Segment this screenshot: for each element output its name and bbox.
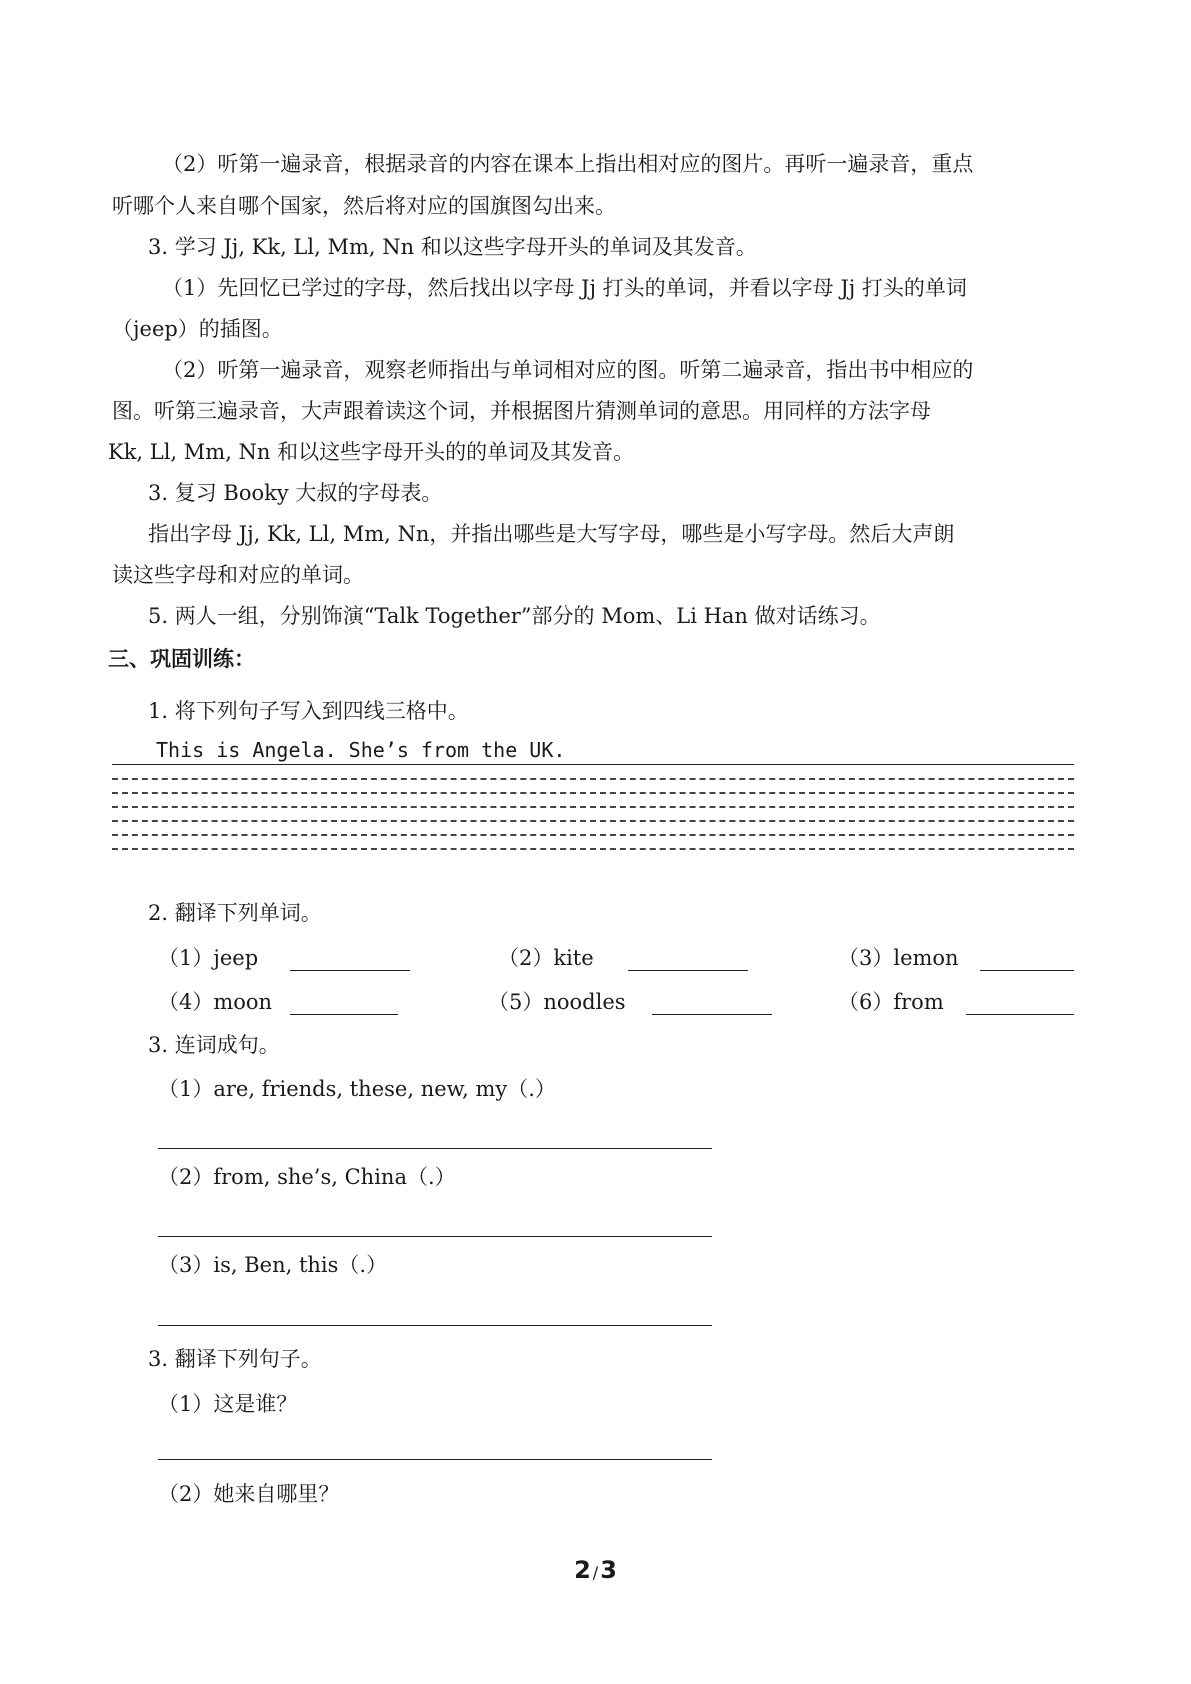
answer-blank[interactable]: [966, 1014, 1074, 1015]
vocab-item: （6）from: [838, 990, 944, 1014]
writing-line: [112, 792, 1074, 794]
writing-line: [112, 778, 1074, 780]
section-heading: 三、巩固训练：: [108, 647, 255, 671]
answer-line[interactable]: [158, 1325, 712, 1326]
answer-blank[interactable]: [628, 970, 748, 971]
paragraph-line: 3. 复习 Booky 大叔的字母表。: [148, 481, 443, 505]
vocab-item: （1）jeep: [158, 946, 259, 970]
exercise-instruction: 1. 将下列句子写入到四线三格中。: [148, 699, 469, 723]
vocab-item: （5）noodles: [488, 990, 626, 1014]
total-pages: 3: [600, 1556, 617, 1584]
paragraph-line: Kk, Ll, Mm, Nn 和以这些字母开头的的单词及其发音。: [108, 440, 635, 464]
sentence-item: （1）are, friends, these, new, my（.）: [158, 1077, 556, 1101]
answer-blank[interactable]: [290, 1014, 398, 1015]
four-line-sentence: This is Angela. She’s from the UK.: [156, 738, 566, 762]
vocab-item: （2）kite: [498, 946, 594, 970]
writing-line: [112, 806, 1074, 808]
answer-blank[interactable]: [652, 1014, 772, 1015]
sentence-item: （3）is, Ben, this（.）: [158, 1253, 388, 1277]
answer-blank[interactable]: [980, 970, 1074, 971]
page-separator: /: [592, 1563, 599, 1582]
writing-line: [112, 834, 1074, 836]
translation-item: （1）这是谁？: [158, 1392, 298, 1416]
vocab-item: （4）moon: [158, 990, 273, 1014]
paragraph-line: 听哪个人来自哪个国家，然后将对应的国旗图勾出来。: [112, 194, 616, 218]
page-number: [0, 1556, 1191, 1584]
answer-blank[interactable]: [290, 970, 410, 971]
paragraph-line: （2）听第一遍录音，观察老师指出与单词相对应的图。听第二遍录音，指出书中相应的: [162, 358, 974, 382]
current-page: 2: [574, 1556, 591, 1584]
paragraph-line: 图。听第三遍录音，大声跟着读这个词，并根据图片猜测单词的意思。用同样的方法字母: [112, 399, 931, 423]
exercise-instruction: 3. 翻译下列句子。: [148, 1347, 322, 1371]
vocab-item: （3）lemon: [838, 946, 959, 970]
sentence-item: （2）from, she’s, China（.）: [158, 1165, 456, 1189]
paragraph-line: （jeep）的插图。: [112, 317, 283, 341]
exercise-instruction: 2. 翻译下列单词。: [148, 901, 322, 925]
answer-line[interactable]: [158, 1148, 712, 1149]
paragraph-line: 读这些字母和对应的单词。: [112, 563, 364, 587]
writing-line: [112, 764, 1074, 765]
paragraph-line: 3. 学习 Jj, Kk, Ll, Mm, Nn 和以这些字母开头的单词及其发音。: [148, 235, 757, 259]
paragraph-line: 5. 两人一组，分别饰演“Talk Together”部分的 Mom、Li Han 做对话练习。: [148, 604, 881, 628]
answer-line[interactable]: [158, 1459, 712, 1460]
answer-line[interactable]: [158, 1236, 712, 1237]
translation-item: （2）她来自哪里？: [158, 1482, 340, 1506]
paragraph-line: （1）先回忆已学过的字母，然后找出以字母 Jj 打头的单词，并看以字母 Jj 打头的单词: [162, 276, 967, 300]
paragraph-line: （2）听第一遍录音，根据录音的内容在课本上指出相对应的图片。再听一遍录音，重点: [162, 152, 974, 176]
writing-line: [112, 820, 1074, 822]
paragraph-line: 指出字母 Jj, Kk, Ll, Mm, Nn，并指出哪些是大写字母，哪些是小写字母。然后大声朗: [148, 522, 955, 546]
writing-line: [112, 848, 1074, 850]
exercise-instruction: 3. 连词成句。: [148, 1033, 280, 1057]
